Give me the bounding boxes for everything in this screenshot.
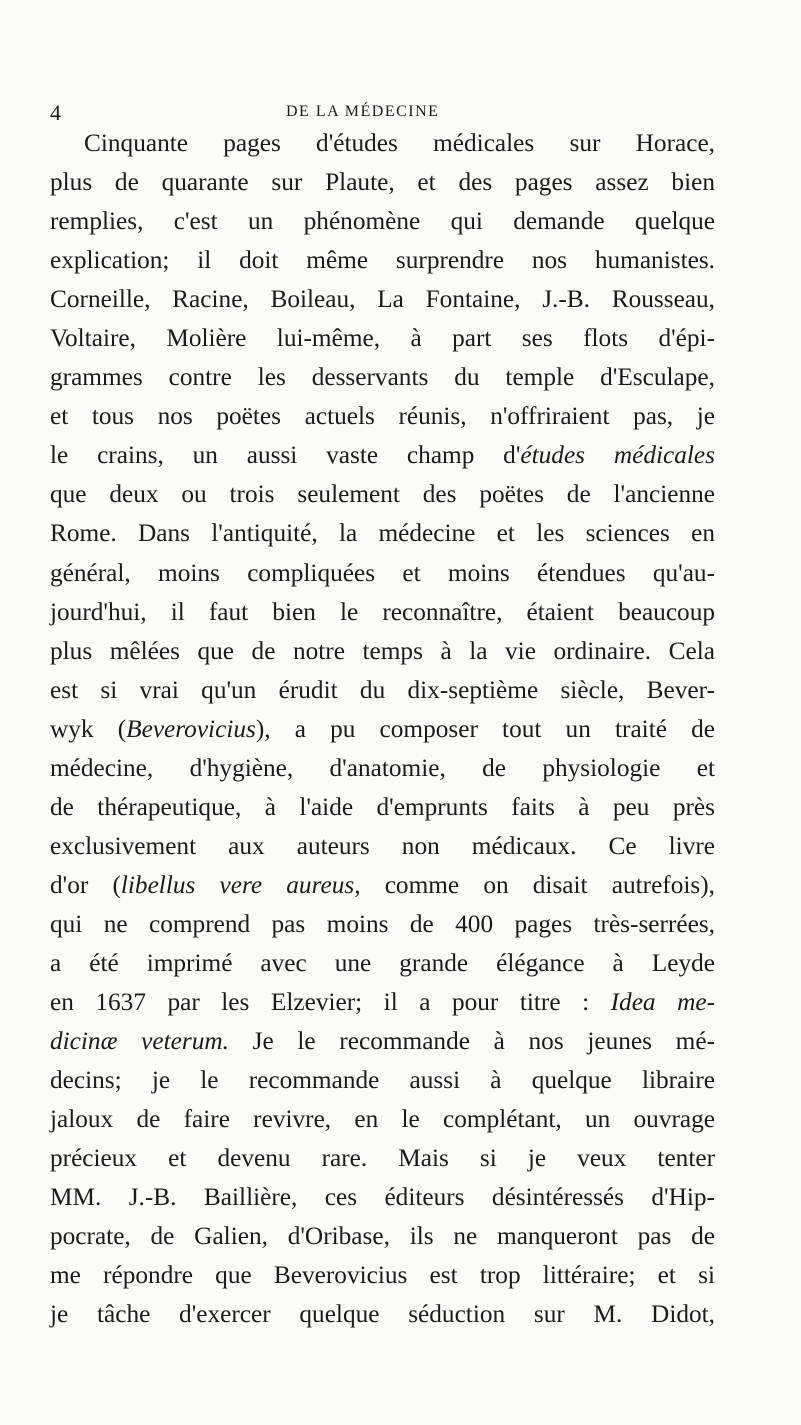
text-segment: a été imprimé avec une grande élégance à Leyde	[50, 948, 715, 977]
text-line	[50, 1100, 715, 1139]
text-segment: je tâche d'exercer quelque séduction sur M. Didot,	[50, 1300, 715, 1329]
text-line	[50, 1022, 715, 1061]
text-line	[50, 241, 715, 280]
text-segment: decins; je le recommande aussi à quelque libraire	[50, 1066, 715, 1095]
text-segment: le crains, un aussi vaste champ d'	[50, 441, 521, 470]
text-segment: exclusivement aux auteurs non médicaux. Ce livre	[50, 831, 715, 860]
text-line	[50, 1217, 715, 1256]
text-line	[50, 397, 715, 436]
text-segment: et tous nos poëtes actuels réunis, n'offriraient pas, je	[50, 402, 715, 431]
text-line	[50, 866, 715, 905]
text-segment: pocrate, de Galien, d'Oribase, ils ne manqueront pas de	[50, 1222, 715, 1251]
text-line	[50, 1139, 715, 1178]
text-segment: grammes contre les desservants du temple d'Esculape,	[50, 363, 715, 392]
text-line	[50, 554, 715, 593]
text-segment: ), a pu composer tout un traité de	[255, 714, 715, 743]
text-line	[50, 983, 715, 1022]
text-line	[50, 749, 715, 788]
text-segment: Cinquante pages d'études médicales sur Horace,	[84, 129, 715, 157]
text-segment: jourd'hui, il faut bien le reconnaître, étaient beaucoup	[50, 597, 715, 626]
text-line	[50, 905, 715, 944]
text-segment: remplies, c'est un phénomène qui demande quelque	[50, 207, 715, 236]
text-segment: me répondre que Beverovicius est trop littéraire; et si	[50, 1261, 715, 1290]
text-segment: Corneille, Racine, Boileau, La Fontaine, J.-B. Rousseau,	[50, 285, 715, 314]
text-line	[50, 280, 715, 319]
text-line	[50, 202, 715, 241]
page-number: 4	[50, 100, 61, 125]
text-line	[50, 124, 715, 163]
text-segment: Rome. Dans l'antiquité, la médecine et les sciences en	[50, 519, 715, 548]
text-line	[50, 358, 715, 397]
text-segment: d'or (	[50, 870, 121, 899]
text-segment: explication; il doit même surprendre nos humanistes.	[50, 246, 715, 275]
text-segment: en 1637 par les Elzevier; il a pour titre :	[50, 988, 611, 1017]
text-segment: général, moins compliquées et moins étendues qu'au-	[50, 558, 715, 587]
italic-text-segment: dicinæ veterum.	[50, 1027, 229, 1056]
text-segment: MM. J.-B. Baillière, ces éditeurs désintéressés d'Hip-	[50, 1183, 715, 1212]
text-line	[50, 475, 715, 514]
text-line	[50, 593, 715, 632]
italic-text-segment: études médicales	[520, 441, 715, 470]
text-line	[50, 1061, 715, 1100]
running-title: DE LA MÉDECINE	[286, 103, 440, 120]
text-segment: Voltaire, Molière lui-même, à part ses flots d'épi-	[50, 324, 715, 353]
text-segment: plus mêlées que de notre temps à la vie ordinaire. Cela	[50, 636, 715, 665]
text-line	[50, 319, 715, 358]
text-line	[50, 514, 715, 553]
text-segment: qui ne comprend pas moins de 400 pages très-serrées,	[50, 909, 715, 938]
text-line	[50, 1295, 715, 1334]
text-segment: jaloux de faire revivre, en le complétant, un ouvrage	[50, 1105, 715, 1134]
text-segment: comme on disait autrefois),	[360, 870, 716, 899]
text-segment: Je le recommande à nos jeunes mé-	[228, 1027, 715, 1056]
text-line	[50, 827, 715, 866]
text-line	[50, 1178, 715, 1217]
text-line	[50, 671, 715, 710]
text-segment: médecine, d'hygiène, d'anatomie, de physiologie et	[50, 753, 715, 782]
body-paragraph	[50, 124, 715, 1334]
italic-text-segment: libellus vere aureus,	[120, 870, 361, 899]
text-line	[50, 710, 715, 749]
text-line	[50, 1256, 715, 1295]
text-segment: est si vrai qu'un érudit du dix-septième siècle, Bever-	[50, 675, 715, 704]
running-head	[50, 100, 700, 126]
text-line	[50, 944, 715, 983]
text-segment: de thérapeutique, à l'aide d'emprunts faits à peu près	[50, 792, 715, 821]
text-segment: wyk (	[50, 714, 127, 743]
italic-text-segment: Idea me-	[610, 988, 715, 1017]
text-line	[50, 632, 715, 671]
text-segment: plus de quarante sur Plaute, et des pages assez bien	[50, 168, 715, 197]
text-segment: précieux et devenu rare. Mais si je veux tenter	[50, 1144, 715, 1173]
text-segment: que deux ou trois seulement des poëtes de l'ancienne	[50, 480, 715, 509]
italic-text-segment: Beverovicius	[126, 714, 256, 743]
text-line	[50, 788, 715, 827]
text-line	[50, 436, 715, 475]
text-line	[50, 163, 715, 202]
